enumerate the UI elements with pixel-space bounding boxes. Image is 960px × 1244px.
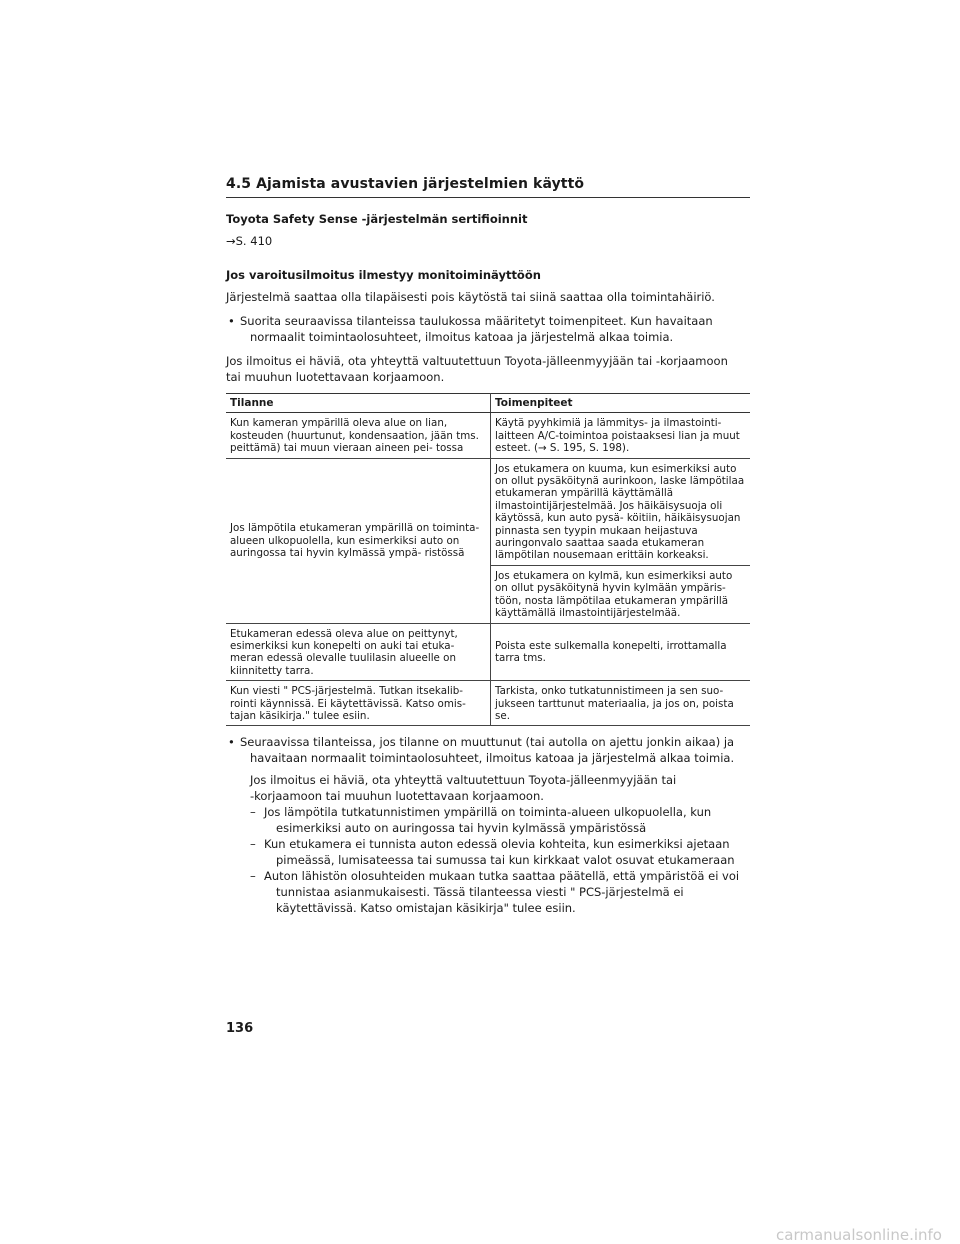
bullet-item: • Seuraavissa tilanteissa, jos tilanne on muuttunut (tai autolla on ajettu jonkin aikaa) ja havaitaan normaalit toimintaolosuhteet, ilmoitus katoaa ja järjestelmä alkaa toimia. <box>228 735 735 766</box>
action-cell: Jos etukamera on kuuma, kun esimerkiksi auto on ollut pysäköitynä aurinkoon, laske lämpötilaa etukameran ympärillä käyttämällä ilmastointijärjestelmää. Jos häikäisysuoja oli käytössä, kun auto pysä- köitiin, häikäisysuojan pinnasta sen tyypin mukaan heijastuva auringonvalo saattaa saada etukameran lämpötilan nousemaan erittäin korkeaksi. <box>491 458 751 565</box>
column-header-action: Toimenpiteet <box>491 394 751 413</box>
bullet-dot: • <box>228 314 235 328</box>
action-cell: Poista este sulkemalla konepelti, irrottamalla tarra tms. <box>491 623 751 681</box>
warning-intro: Järjestelmä saattaa olla tilapäisesti pois käytöstä tai siinä saattaa olla toimintahäiriö. <box>226 290 715 304</box>
contact-text: Jos ilmoitus ei häviä, ota yhteyttä valtuutettuun Toyota-jälleenmyyjään tai -korjaamoon tai muuhun luotettavaan korjaamoon. <box>226 354 728 384</box>
manual-page <box>226 176 750 916</box>
action-cell: Jos etukamera on kylmä, kun esimerkiksi auto on ollut pysäköitynä hyvin kylmään ympäris- töön, nosta lämpötilaa etukameran ympärillä käyttämällä ilmastointijärjestelmää. <box>491 565 751 623</box>
situation-cell: Kun kameran ympärillä oleva alue on lian, kosteuden (huurtunut, kondensaation, jään tms. peittämä) tai muun vieraan aineen pei- tossa <box>226 413 491 458</box>
page-number: 136 <box>226 1021 254 1036</box>
bullet-dot: • <box>228 735 235 750</box>
situation-table <box>226 393 750 726</box>
action-cell: Tarkista, onko tutkatunnistimeen ja sen suo- jukseen tarttunut materiaalia, ja jos on, poista se. <box>491 681 751 726</box>
table-header-row <box>226 394 750 413</box>
action-cell: Käytä pyyhkimiä ja lämmitys- ja ilmastointi- laitteen A/C-toimintoa poistaaksesi lian ja muut esteet. (→ S. 195, S. 198). <box>491 413 751 458</box>
table-row <box>226 458 750 565</box>
dash-mark: – <box>250 869 256 884</box>
situation-cell: Jos lämpötila etukameran ympärillä on toiminta-alueen ulkopuolella, kun esimerkiksi auto on auringossa tai hyvin kylmässä ympä- ristössä <box>226 458 491 623</box>
dash-item: – Auton lähistön olosuhteiden mukaan tutka saattaa päätellä, että ympäristöä ei voi tunnistaa asianmukaisesti. Tässä tilanteessa viesti " PCS-järjestelmä ei käytettävissä. Katso omistajan käsikirja" tulee esiin. <box>250 869 740 916</box>
contact-text-2: Jos ilmoitus ei häviä, ota yhteyttä valtuutettuun Toyota-jälleenmyyjään tai -korjaamoon tai muuhun luotettavaan korjaamoon. <box>250 773 677 804</box>
dash-item: – Kun etukamera ei tunnista auton edessä olevia kohteita, kun esimerkiksi ajetaan pimeässä, lumisateessa tai sumussa tai kun kirkkaat valot osuvat etukameraan <box>250 837 735 868</box>
warning-heading: Jos varoitusilmoitus ilmestyy monitoiminäyttöön <box>226 268 541 282</box>
table-row <box>226 681 750 726</box>
dash-mark: – <box>250 805 256 820</box>
bullet-item: • Suorita seuraavissa tilanteissa taulukossa määritetyt toimenpiteet. Kun havaitaan normaalit toimintaolosuhteet, ilmoitus katoaa ja järjestelmä alkaa toimia. <box>228 314 713 344</box>
section-header: 4.5 Ajamista avustavien järjestelmien käyttö <box>226 176 750 198</box>
dash-mark: – <box>250 837 256 852</box>
table-row <box>226 413 750 458</box>
column-header-situation: Tilanne <box>226 394 491 413</box>
cert-heading: Toyota Safety Sense -järjestelmän sertifioinnit <box>226 212 528 226</box>
dash-item: – Jos lämpötila tutkatunnistimen ympärillä on toiminta-alueen ulkopuolella, kun esimerkiksi auto on auringossa tai hyvin kylmässä ympäristössä <box>250 805 712 836</box>
cert-page-ref[interactable]: →S. 410 <box>226 234 273 248</box>
situation-cell: Kun viesti " PCS-järjestelmä. Tutkan itsekalib- rointi käynnissä. Ei käytettävissä. Katso omis- tajan käsikirja." tulee esiin. <box>226 681 491 726</box>
table-row <box>226 623 750 681</box>
watermark: carmanualsonline.info <box>776 1226 942 1244</box>
situation-cell: Etukameran edessä oleva alue on peittynyt, esimerkiksi kun konepelti on auki tai etuka- meran edessä olevalle tuulilasin alueelle on kiinnitetty tarra. <box>226 623 491 681</box>
